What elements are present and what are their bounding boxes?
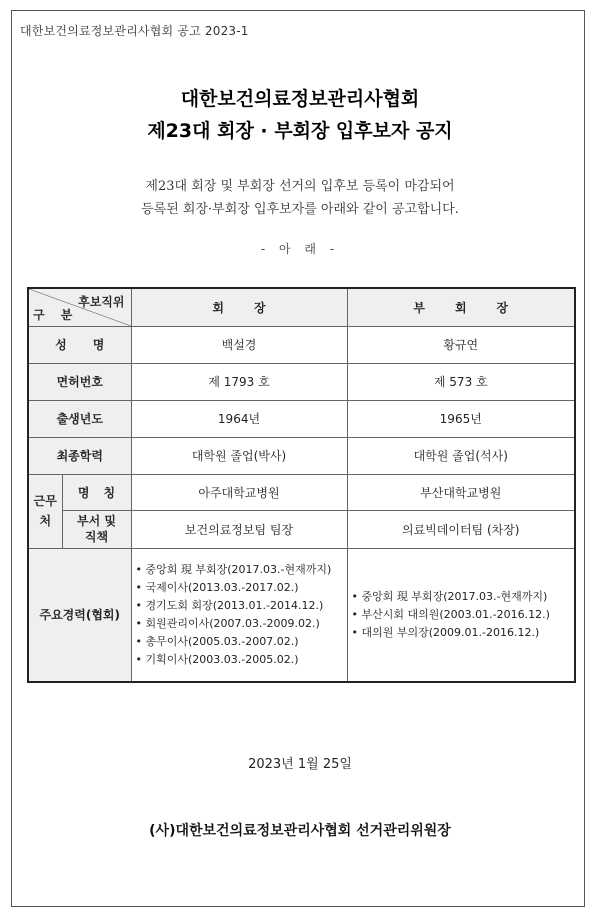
vice-president-org: 부산대학교병원 xyxy=(347,474,575,510)
vice-president-license: 제 573 호 xyxy=(347,363,575,400)
table-row xyxy=(28,400,575,437)
list-item: • 총무이사(2005.03.-2007.02.) xyxy=(136,633,347,651)
president-name: 백설경 xyxy=(131,326,347,363)
table-row xyxy=(28,326,575,363)
table-row xyxy=(28,363,575,400)
president-org: 아주대학교병원 xyxy=(131,474,347,510)
row-label-license: 면허번호 xyxy=(28,363,131,400)
corner-label-category: 구 분 xyxy=(33,307,79,322)
list-item: • 기획이사(2003.03.-2005.02.) xyxy=(136,651,347,669)
vice-president-career-list xyxy=(348,588,575,642)
table-row xyxy=(28,548,575,682)
row-label-name: 성명 xyxy=(28,326,131,363)
list-item: • 중앙회 現 부회장(2017.03.-현재까지) xyxy=(136,561,347,579)
table-row xyxy=(28,437,575,474)
workplace-label-text: 근무처 xyxy=(33,494,57,528)
notice-date: 2023년 1월 25일 xyxy=(248,757,352,772)
row-label-dept: 부서 및 직책 xyxy=(62,510,131,548)
issuer-signature-line: (사)대한보건의료정보관리사협회 선거관리위원장 xyxy=(149,823,451,839)
row-label-workplace xyxy=(28,474,62,548)
president-license: 제 1793 호 xyxy=(131,363,347,400)
row-label-education: 최종학력 xyxy=(28,437,131,474)
vice-president-birth-year: 1965년 xyxy=(347,400,575,437)
president-birth-year: 1964년 xyxy=(131,400,347,437)
list-item: • 경기도회 회장(2013.01.-2014.12.) xyxy=(136,597,347,615)
list-item: • 중앙회 現 부회장(2017.03.-현재까지) xyxy=(352,588,575,606)
column-header-president: 회장 xyxy=(131,288,347,326)
president-career-list xyxy=(132,561,347,669)
president-career-cell xyxy=(131,548,347,682)
corner-label-position: 후보직위 xyxy=(78,295,125,309)
list-item: • 대의원 부의장(2009.01.-2016.12.) xyxy=(352,624,575,642)
intro-line-2: 등록된 회장·부회장 입후보자를 아래와 같이 공고합니다. xyxy=(141,202,459,217)
list-item: • 부산시회 대의원(2003.01.-2016.12.) xyxy=(352,606,575,624)
table-header-row xyxy=(28,288,575,326)
intro-line-1: 제23대 회장 및 부회장 선거의 입후보 등록이 마감되어 xyxy=(145,179,455,194)
column-header-vice-president: 부회장 xyxy=(347,288,575,326)
row-label-org: 명칭 xyxy=(62,474,131,510)
vice-president-name: 황규연 xyxy=(347,326,575,363)
vice-president-career-cell xyxy=(347,548,575,682)
title-organization: 대한보건의료정보관리사협회 xyxy=(180,88,420,110)
document-number: 대한보건의료정보관리사협회 공고 2023-1 xyxy=(20,24,249,38)
vice-president-dept: 의료빅데이터팀 (차장) xyxy=(347,510,575,548)
vice-president-education: 대학원 졸업(석사) xyxy=(347,437,575,474)
president-education: 대학원 졸업(박사) xyxy=(131,437,347,474)
list-item: • 회원관리이사(2007.03.-2009.02.) xyxy=(136,615,347,633)
president-dept: 보건의료정보팀 팀장 xyxy=(131,510,347,548)
row-label-birth-year: 출생년도 xyxy=(28,400,131,437)
table-row xyxy=(28,510,575,548)
title-notice: 제23대 회장 · 부회장 입후보자 공지 xyxy=(147,120,453,142)
table-row xyxy=(28,474,575,510)
row-label-career: 주요경력(협회) xyxy=(28,548,131,682)
list-item: • 국제이사(2013.03.-2017.02.) xyxy=(136,579,347,597)
separator-ari: - 아 래 - xyxy=(260,242,340,256)
corner-header-cell xyxy=(28,288,131,326)
candidate-table xyxy=(27,287,576,683)
